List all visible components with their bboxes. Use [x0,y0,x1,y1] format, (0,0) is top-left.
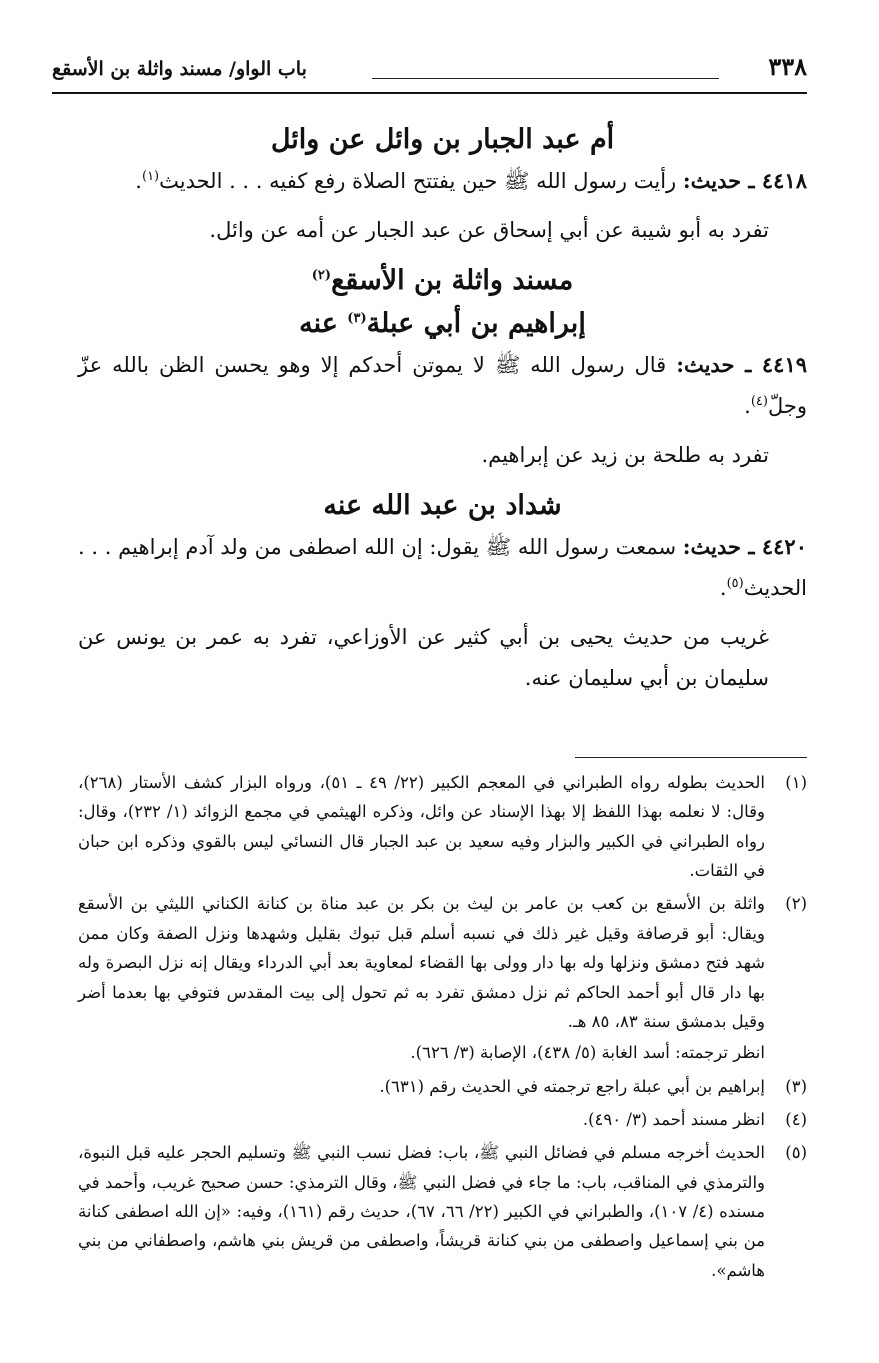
footnote-ref: (١) [141,169,160,185]
hadith-end: . [744,394,751,419]
hadith-text: قال رسول الله ﷺ لا يموتن أحدكم إلا وهو يحسن الظن بالله عزّ وجلّ [78,353,807,419]
section-heading-umm-abd-al-jabbar: أم عبد الجبار بن وائل عن وائل [270,124,615,155]
footnote-text: الحديث بطوله رواه الطبراني في المعجم الكبير (٢٢/ ٤٩ ـ ٥١)، ورواه البزار كشف الأستار (٢٦٨)، وقال: لا نعلمه بهذا اللفظ إلا بهذا الإسناد عن وائل، وذكره الهيثمي في مجمع الزوائد (١/ ٢٣٢)، وقال: رواه الطبراني في الكبير والبزار وفيه سعيد بن عبد الجبار قال النسائي ليس بالقوي وذكره ابن حبان في الثقات. [78,773,765,881]
footnote-ref: (٤) [750,394,768,410]
footnote-text: الحديث أخرجه مسلم في فضائل النبي ﷺ، باب: فضل نسب النبي ﷺ وتسليم الحجر عليه قبل النبوة، والترمذي في المناقب، باب: ما جاء في فضل النبي ﷺ، وقال الترمذي: حسن صحيح غريب، وأحمد في مسنده (٤/ ١٠٧)، والطبراني في الكبير (٢٢/ ٦٦، ٦٧)، حديث رقم (١٦١)، وفيه: «إن الله اصطفى كنانة من بني إسماعيل واصطفى من بني كنانة قريشاً، واصطفى من قريش بني هاشم، واصطفاني من بني هاشم». [78,1143,765,1280]
footnote-see-also: انظر ترجمته: أسد الغابة (٥/ ٤٣٨)، الإصابة (٣/ ٦٢٦). [410,1043,765,1063]
footnote-text: إبراهيم بن أبي عبلة راجع ترجمته في الحديث رقم (٦٣١). [379,1076,765,1096]
footnote-text: انظر مسند أحمد (٣/ ٤٩٠). [582,1109,765,1129]
footnote-3 [78,1072,807,1101]
heading-text: إبراهيم بن أبي عبلة [366,308,586,340]
hadith-dash: ـ [741,168,762,194]
section-heading-wathila [78,259,807,302]
header-leader-line [372,78,719,79]
footnote-5 [78,1138,807,1285]
footnote-divider [575,757,807,758]
hadith-dash: ـ [741,534,762,560]
footnote-2 [78,889,807,1067]
hadith-4418 [78,161,807,202]
footnote-ref: (٣) [347,311,367,327]
hadith-number: ٤٤١٨ [761,168,807,194]
footnote-text: واثلة بن الأسقع بن كعب بن عامر بن ليث بن بكر بن عبد مناة بن كنانة الكناني الليثي بن الأسقع ويقال: أبو قرصافة وقيل غير ذلك في نسبه أسلم قبل تبوك بقليل وشهدها ونزل الصفة وكان ممن شهد فتح دمشق ونزلها وله بها دار وولى بها القضاء لمعاوية بعد أبي الدرداء ويقال إنه نزل البصرة وله بها دار قال أبو أحمد الحاكم ثم نزل دمشق تفرد به ثم تحول إلى بيت المقدس فتوفي بها بعدما أضر وقيل بدمشق سنة ٨٣، ٨٥ هـ. [78,894,765,1031]
note-abu-shayba: تفرد به أبو شيبة عن أبي إسحاق عن عبد الجبار عن أمه عن وائل. [209,218,769,243]
hadith-text: سمعت رسول الله ﷺ يقول: إن الله اصطفى من ولد آدم إبراهيم . . . الحديث [78,535,807,601]
hadith-4419 [78,345,807,427]
footnote-4 [78,1105,807,1134]
hadith-end: . [719,576,727,601]
footnote-ref: (٥) [726,576,744,592]
hadith-number: ٤٤١٩ [761,352,808,378]
note-gharib: غريب من حديث يحيى بن أبي كثير عن الأوزاعي، تفرد به عمر بن يونس عن سليمان بن أبي سليمان عنه. [78,625,769,691]
heading-text: مسند واثلة بن الأسقع [331,265,574,297]
hadith-keyword: حديث: [682,534,742,560]
hadith-keyword: حديث: [682,168,742,194]
note-talha: تفرد به طلحة بن زيد عن إبراهيم. [481,443,769,468]
main-text [78,118,807,707]
footnote-number: (٥) [785,1143,807,1163]
footnote-ref: (٢) [311,268,332,284]
hadith-keyword: حديث: [676,352,735,378]
hadith-end: . [135,169,142,194]
hadith-number: ٤٤٢٠ [761,534,807,560]
footnote-1 [78,768,807,885]
hadith-dash: ـ [734,352,762,378]
running-title: باب الواو/ مسند واثلة بن الأسقع [52,58,307,80]
hadith-4420 [78,527,807,609]
heading-tail: عنه [299,308,338,340]
footnote-number: (٢) [785,894,807,914]
footnote-number: (٣) [785,1076,807,1096]
section-heading-ibrahim [78,302,807,345]
header-rule [52,92,807,94]
footnote-body [78,889,765,1067]
footnotes [78,768,807,1289]
footnote-number: (١) [785,773,807,792]
page-number: ٣٣٨ [768,52,807,81]
section-heading-shaddad: شداد بن عبد الله عنه [323,490,562,522]
hadith-text: رأيت رسول الله ﷺ حين يفتتح الصلاة رفع كفيه . . . الحديث [159,169,683,194]
footnote-number: (٤) [785,1109,807,1129]
page-header [52,52,807,92]
